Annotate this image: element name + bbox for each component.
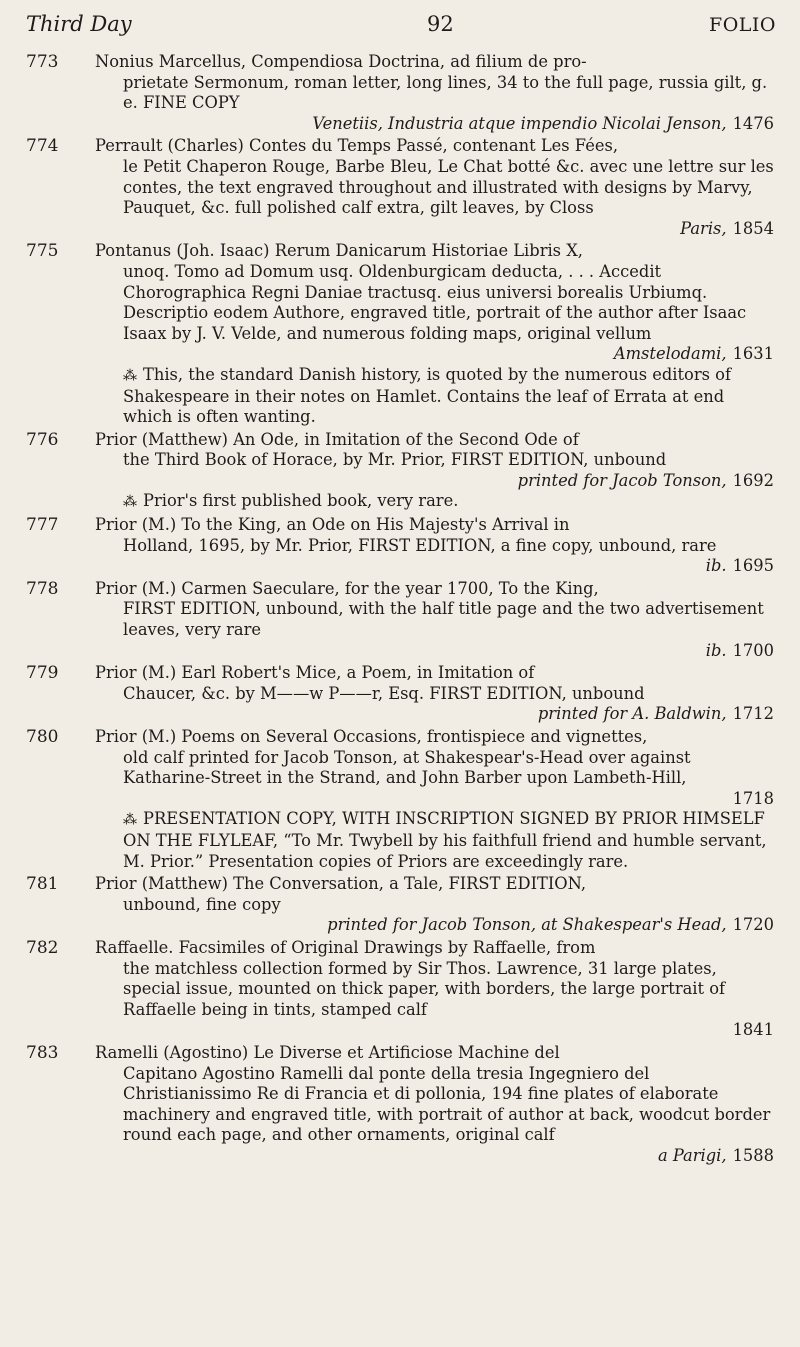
lot-number: 781 (26, 874, 59, 895)
entry-imprint: a Parigi, (657, 1145, 727, 1165)
entry-heading: Nonius Marcellus, Compendiosa Doctrina, ad filium de pro- (95, 52, 587, 71)
entry-date: 1854 (732, 218, 774, 238)
catalogue-entry (26, 241, 776, 427)
lot-number: 782 (26, 937, 59, 958)
entry-date: 1718 (732, 788, 774, 808)
entry-heading: Perrault (Charles) Contes du Temps Passé, contenant Les Fées, (95, 136, 619, 156)
lot-number: 774 (26, 136, 59, 157)
entry-imprint: Venetiis, Industria atque impendio Nicolai Jenson, (312, 113, 727, 133)
entry-heading: Prior (M.) Carmen Saeculare, for the year 1700, To the King, (95, 578, 599, 598)
section-title: Third Day (26, 12, 132, 36)
entry-description: unbound, fine copy (123, 894, 281, 914)
lot-number: 780 (26, 727, 59, 747)
entry-date: 1700 (732, 640, 774, 660)
lot-number: 783 (26, 1042, 59, 1063)
entry-description: Holland, 1695, by Mr. Prior, FIRST EDITION, a fine copy, unbound, rare (123, 535, 717, 555)
entry-imprint: printed for Jacob Tonson, at Shakespear's Head, (327, 915, 727, 935)
catalogue-entry (26, 1043, 776, 1167)
entry-heading: Raffaelle. Facsimiles of Original Drawings by Raffaelle, from (95, 937, 596, 957)
entry-imprint: Paris, (680, 218, 727, 238)
entry-heading: Prior (M.) Earl Robert's Mice, a Poem, in Imitation of (95, 663, 535, 683)
lot-number: 776 (26, 429, 59, 450)
entry-note (95, 491, 776, 513)
entry-heading: Prior (M.) To the King, an Ode on His Majesty's Arrival in (95, 515, 570, 535)
entry-note-text: Prior's first published book, very rare. (143, 491, 459, 511)
entry-imprint: printed for Jacob Tonson, (517, 470, 727, 490)
entry-imprint: Amstelodami, (613, 344, 727, 364)
entry-description: le Petit Chaperon Rouge, Barbe Bleu, Le Chat botté &c. avec une lettre sur les contes, the text engraved throughout and illustrated with designs by Marvy, Pauquet, &c. full polished calf extra, gilt leaves, by Closs (123, 156, 774, 218)
catalogue-entry (26, 938, 776, 1041)
lot-number: 777 (26, 515, 59, 536)
catalogue-entry (26, 579, 776, 661)
entry-imprint: printed for A. Baldwin, (537, 704, 727, 724)
lot-number: 773 (26, 52, 59, 72)
entry-date: 1841 (732, 1020, 774, 1040)
catalogue-entry (26, 52, 776, 134)
catalogue-entry (26, 874, 776, 936)
entry-note-text: PRESENTATION COPY, WITH INSCRIPTION SIGNED BY PRIOR HIMSELF ON THE FLYLEAF, “To Mr. Twybell by his faithfull friend and humble servant, M. Prior.” Presentation copies of Priors are exceedingly rare. (123, 809, 767, 871)
asterism-icon: ⁂ (123, 812, 137, 829)
entry-date: 1631 (732, 344, 774, 364)
entry-note-text: This, the standard Danish history, is quoted by the numerous editors of Shakespeare in their notes on Hamlet. Contains the leaf of Errata at end which is often wanting. (123, 364, 731, 427)
lot-number: 779 (26, 663, 59, 684)
entry-description: the matchless collection formed by Sir Thos. Lawrence, 31 large plates, special issue, mounted on thick paper, with borders, the large portrait of Raffaelle being in tints, stamped calf (123, 958, 726, 1019)
entry-description: unoq. Tomo ad Domum usq. Oldenburgicam deducta, . . . Accedit Chorographica Regni Daniae tractusq. eius universi borealis Urbiumq. Descriptio eodem Authore, engraved title, portrait of the author after Isaac Isaax by J. V. Velde, and numerous folding maps, original vellum (123, 261, 747, 343)
catalogue-entry (26, 515, 776, 577)
entry-date: 1712 (732, 704, 774, 724)
entries-list (26, 52, 776, 1166)
entry-date: 1588 (732, 1145, 774, 1165)
catalogue-entry (26, 136, 776, 239)
entry-description: Capitano Agostino Ramelli dal ponte della tresia Ingegniero del Christianissimo Re di Francia et di pollonia, 194 fine plates of elaborate machinery and engraved title, with portrait of author at back, woodcut border round each page, and other ornaments, original calf (123, 1063, 771, 1145)
entry-date: 1695 (732, 556, 774, 576)
entry-heading: Prior (Matthew) The Conversation, a Tale, FIRST EDITION, (95, 874, 587, 894)
catalogue-entry (26, 727, 776, 872)
catalogue-entry (26, 430, 776, 513)
entry-description: prietate Sermonum, roman letter, long lines, 34 to the full page, russia gilt, g. e. FINE COPY (123, 72, 768, 113)
entry-heading: Prior (Matthew) An Ode, in Imitation of the Second Ode of (95, 429, 579, 449)
entry-date: 1692 (732, 470, 774, 490)
catalogue-entry (26, 663, 776, 725)
entry-note (95, 809, 776, 872)
asterism-icon: ⁂ (123, 494, 137, 511)
entry-note (95, 365, 776, 428)
format-label: FOLIO (709, 14, 776, 36)
lot-number: 778 (26, 578, 59, 599)
entry-imprint: ib. (705, 640, 727, 660)
entry-heading: Pontanus (Joh. Isaac) Rerum Danicarum Historiae Libris X, (95, 241, 583, 261)
entry-date: 1720 (732, 915, 774, 935)
page-number: 92 (426, 12, 454, 36)
entry-description: the Third Book of Horace, by Mr. Prior, FIRST EDITION, unbound (123, 450, 667, 470)
entry-description: Chaucer, &c. by M——w P——r, Esq. FIRST EDITION, unbound (123, 683, 645, 703)
entry-heading: Ramelli (Agostino) Le Diverse et Artificiose Machine del (95, 1042, 560, 1062)
entry-description: FIRST EDITION, unbound, with the half title page and the two advertisement leaves, very rare (123, 599, 764, 640)
entry-imprint: ib. (705, 556, 727, 576)
asterism-icon: ⁂ (123, 367, 137, 384)
running-head (26, 12, 776, 46)
entry-description: old calf printed for Jacob Tonson, at Shakespear's-Head over against Katharine-Street in the Strand, and John Barber upon Lambeth-Hill, (123, 747, 691, 788)
entry-date: 1476 (732, 113, 774, 133)
lot-number: 775 (26, 241, 59, 262)
entry-heading: Prior (M.) Poems on Several Occasions, frontispiece and vignettes, (95, 727, 648, 746)
